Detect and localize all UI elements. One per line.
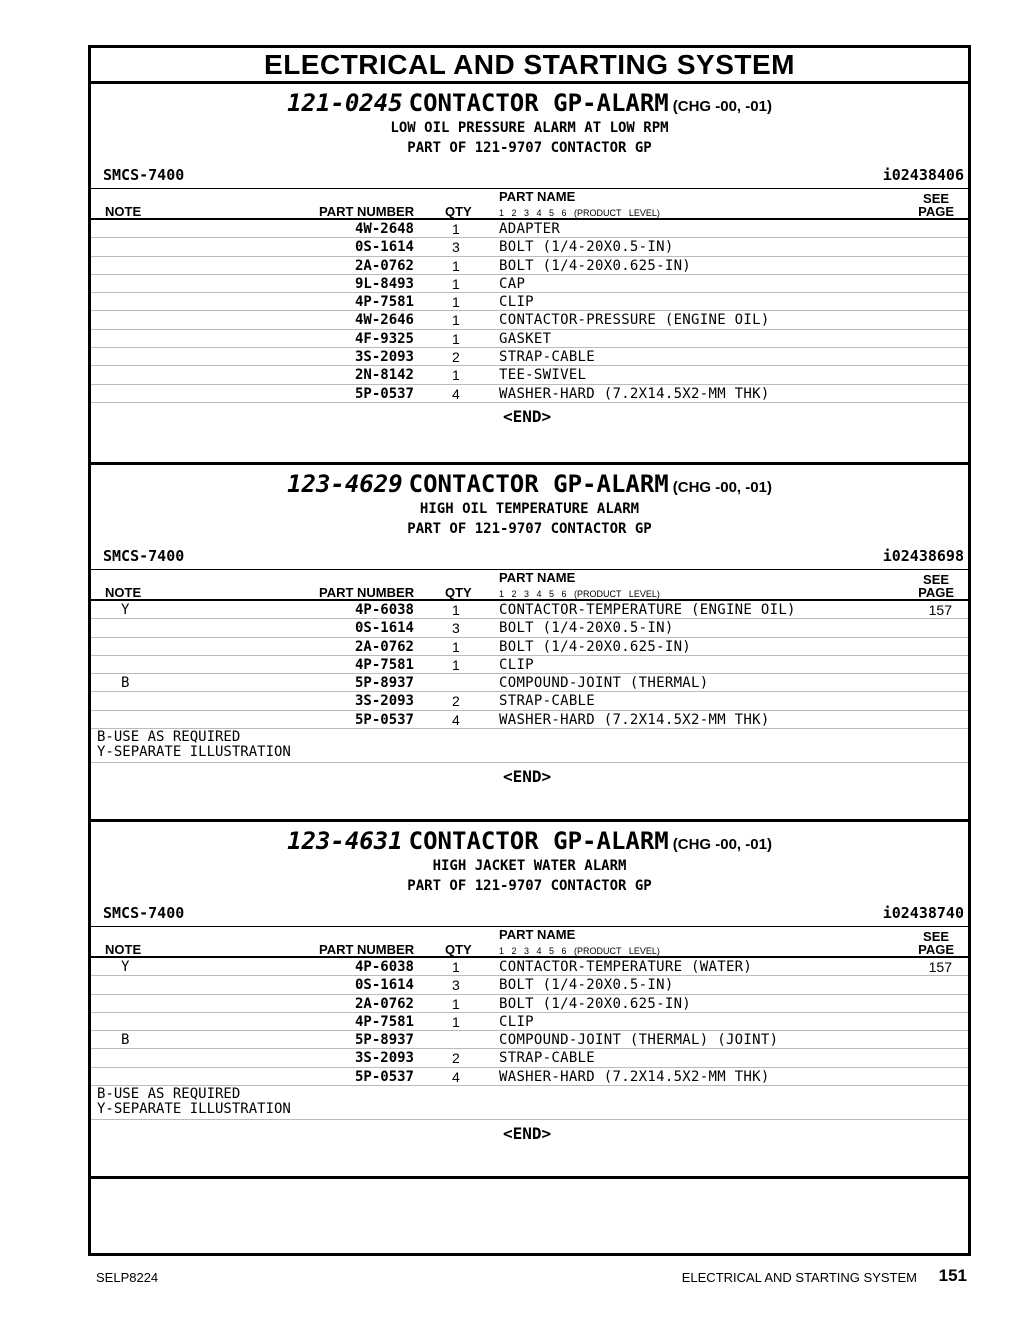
table-row [91, 1049, 968, 1067]
row-part-name: CAP [499, 275, 526, 292]
col-part-name: PART NAME [499, 927, 576, 942]
row-note: Y [121, 602, 130, 618]
row-part-number: 3S-2093 [354, 349, 414, 366]
row-part-name: BOLT (1/4-20X0.5-IN) [499, 620, 674, 637]
row-part-number: 5P-0537 [354, 1068, 414, 1085]
table-row [91, 238, 968, 256]
row-qty: 4 [452, 711, 460, 728]
row-part-number: 4P-7581 [354, 294, 414, 311]
group-header [91, 469, 968, 499]
parts-group-section [91, 826, 968, 1179]
row-part-number: 2N-8142 [354, 367, 414, 384]
footer-section: ELECTRICAL AND STARTING SYSTEM [681, 1270, 917, 1285]
row-qty: 2 [452, 349, 460, 366]
table-row [91, 674, 968, 692]
row-qty: 1 [452, 1013, 460, 1030]
row-qty: 1 [452, 330, 460, 347]
row-qty: 1 [452, 257, 460, 274]
parts-group-section [91, 88, 968, 465]
row-part-name: CONTACTOR-PRESSURE (ENGINE OIL) [499, 312, 770, 329]
group-part-of: PART OF 121-9707 CONTACTOR GP [407, 521, 652, 537]
row-part-name: STRAP-CABLE [499, 1050, 596, 1067]
group-number: 123-4631 [287, 827, 403, 855]
row-part-name: STRAP-CABLE [499, 693, 596, 710]
col-see-page [918, 192, 954, 218]
row-see-page: 157 [928, 959, 952, 975]
row-qty: 4 [452, 385, 460, 402]
row-part-name: COMPOUND-JOINT (THERMAL) (JOINT) [499, 1032, 779, 1049]
col-product-level: 1 2 3 4 5 6 (PRODUCT LEVEL) [499, 589, 660, 599]
row-part-number: 5P-0537 [354, 385, 414, 402]
illustration-ref: i02438406 [882, 166, 964, 184]
row-part-name: GASKET [499, 330, 552, 347]
column-headers [91, 926, 968, 958]
smcs-row [91, 166, 968, 188]
table-row [91, 1013, 968, 1031]
row-part-name: CONTACTOR-TEMPERATURE (WATER) [499, 959, 753, 975]
col-part-number: PART NUMBER [319, 942, 415, 957]
col-page: PAGE [918, 942, 954, 957]
col-see: SEE [923, 572, 950, 587]
row-qty: 1 [452, 294, 460, 311]
row-part-number: 4W-2648 [354, 221, 414, 237]
row-part-number: 9L-8493 [354, 275, 414, 292]
smcs-row [91, 904, 968, 926]
note-line: Y-SEPARATE ILLUSTRATION [97, 744, 291, 761]
col-product-level: 1 2 3 4 5 6 (PRODUCT LEVEL) [499, 946, 660, 956]
group-name: CONTACTOR GP-ALARM [408, 470, 669, 498]
table-row [91, 638, 968, 656]
row-part-number: 2A-0762 [354, 995, 414, 1012]
col-product-level: 1 2 3 4 5 6 (PRODUCT LEVEL) [499, 208, 660, 218]
group-header [91, 826, 968, 856]
note-line: Y-SEPARATE ILLUSTRATION [97, 1101, 291, 1118]
group-name: CONTACTOR GP-ALARM [408, 89, 669, 117]
table-row [91, 330, 968, 348]
notes-legend [91, 729, 968, 763]
row-part-name: CLIP [499, 294, 534, 311]
table-row [91, 601, 968, 619]
row-qty: 1 [452, 638, 460, 655]
row-part-name: WASHER-HARD (7.2X14.5X2-MM THK) [499, 711, 770, 728]
row-part-number: 0S-1614 [354, 620, 414, 637]
note-line: B-USE AS REQUIRED [97, 729, 241, 746]
illustration-ref: i02438740 [882, 904, 964, 922]
group-header [91, 88, 968, 118]
row-part-name: ADAPTER [499, 221, 561, 237]
group-subtitle: LOW OIL PRESSURE ALARM AT LOW RPM [390, 120, 669, 136]
row-qty: 1 [452, 221, 460, 237]
end-marker: <END> [503, 406, 552, 426]
row-qty: 1 [452, 602, 460, 618]
group-number: 123-4629 [287, 470, 403, 498]
row-part-name: COMPOUND-JOINT (THERMAL) [499, 675, 709, 692]
row-qty: 1 [452, 959, 460, 975]
group-part-of: PART OF 121-9707 CONTACTOR GP [407, 878, 652, 894]
row-part-name: WASHER-HARD (7.2X14.5X2-MM THK) [499, 1068, 770, 1085]
row-part-name: CLIP [499, 1013, 534, 1030]
notes-legend [91, 1086, 968, 1120]
smcs-code: SMCS-7400 [103, 904, 185, 922]
col-see: SEE [923, 191, 950, 206]
row-part-number: 4P-7581 [354, 656, 414, 673]
row-part-number: 0S-1614 [354, 239, 414, 256]
row-part-number: 4W-2646 [354, 312, 414, 329]
group-subtitle: HIGH OIL TEMPERATURE ALARM [419, 501, 640, 517]
col-see-page [918, 930, 954, 956]
col-note: NOTE [105, 942, 142, 957]
row-qty: 3 [452, 239, 460, 256]
row-part-name: BOLT (1/4-20X0.625-IN) [499, 995, 692, 1012]
page-title: ELECTRICAL AND STARTING SYSTEM [91, 48, 968, 84]
table-row [91, 958, 968, 976]
group-change-level: (CHG -00, -01) [672, 836, 772, 853]
col-see-page [918, 573, 954, 599]
col-part-number: PART NUMBER [319, 204, 415, 219]
row-part-name: WASHER-HARD (7.2X14.5X2-MM THK) [499, 385, 770, 402]
row-qty: 1 [452, 275, 460, 292]
row-qty: 3 [452, 977, 460, 994]
row-part-number: 4P-6038 [354, 959, 414, 975]
row-note: B [121, 675, 130, 692]
page-frame [88, 45, 971, 1256]
table-row [91, 293, 968, 311]
row-part-name: STRAP-CABLE [499, 349, 596, 366]
page-footer [96, 1266, 967, 1286]
row-qty: 1 [452, 312, 460, 329]
end-marker: <END> [503, 1124, 552, 1144]
col-note: NOTE [105, 204, 142, 219]
col-part-name: PART NAME [499, 189, 576, 204]
row-qty: 2 [452, 1050, 460, 1067]
row-part-number: 2A-0762 [354, 257, 414, 274]
row-qty: 1 [452, 367, 460, 384]
col-qty: QTY [445, 585, 472, 600]
column-headers [91, 569, 968, 601]
row-part-name: BOLT (1/4-20X0.5-IN) [499, 977, 674, 994]
row-part-number: 5P-8937 [354, 1032, 414, 1049]
row-note: B [121, 1032, 130, 1049]
table-row [91, 656, 968, 674]
smcs-code: SMCS-7400 [103, 166, 185, 184]
row-part-number: 5P-8937 [354, 675, 414, 692]
col-page: PAGE [918, 204, 954, 219]
row-qty: 4 [452, 1068, 460, 1085]
row-part-name: BOLT (1/4-20X0.5-IN) [499, 239, 674, 256]
group-change-level: (CHG -00, -01) [672, 479, 772, 496]
row-note: Y [121, 959, 130, 975]
row-qty: 3 [452, 620, 460, 637]
group-number: 121-0245 [287, 89, 403, 117]
column-headers [91, 188, 968, 220]
table-row [91, 257, 968, 275]
col-see: SEE [923, 929, 950, 944]
row-part-number: 4P-6038 [354, 602, 414, 618]
row-see-page: 157 [928, 602, 952, 618]
table-row [91, 348, 968, 366]
row-qty: 2 [452, 693, 460, 710]
table-row [91, 619, 968, 637]
row-part-number: 2A-0762 [354, 638, 414, 655]
row-part-name: CLIP [499, 656, 534, 673]
row-part-number: 3S-2093 [354, 693, 414, 710]
row-part-name: BOLT (1/4-20X0.625-IN) [499, 638, 692, 655]
row-part-number: 4F-9325 [354, 330, 414, 347]
end-marker: <END> [503, 767, 552, 787]
row-part-number: 4P-7581 [354, 1013, 414, 1030]
row-part-name: CONTACTOR-TEMPERATURE (ENGINE OIL) [499, 602, 796, 618]
note-line: B-USE AS REQUIRED [97, 1086, 241, 1103]
row-part-number: 0S-1614 [354, 977, 414, 994]
table-row [91, 366, 968, 384]
footer-doc-id: SELP8224 [96, 1270, 159, 1285]
group-subtitle: HIGH JACKET WATER ALARM [432, 858, 627, 874]
col-qty: QTY [445, 942, 472, 957]
group-part-of: PART OF 121-9707 CONTACTOR GP [407, 140, 652, 156]
table-row [91, 220, 968, 238]
table-row [91, 275, 968, 293]
parts-group-section [91, 469, 968, 822]
col-part-name: PART NAME [499, 570, 576, 585]
col-part-number: PART NUMBER [319, 585, 415, 600]
row-qty: 1 [452, 995, 460, 1012]
row-part-number: 3S-2093 [354, 1050, 414, 1067]
group-change-level: (CHG -00, -01) [672, 98, 772, 115]
table-row [91, 1031, 968, 1049]
group-name: CONTACTOR GP-ALARM [408, 827, 669, 855]
footer-page-number: 151 [938, 1266, 967, 1285]
table-row [91, 976, 968, 994]
table-row [91, 311, 968, 329]
table-row [91, 711, 968, 729]
row-part-name: TEE-SWIVEL [499, 367, 587, 384]
table-row [91, 995, 968, 1013]
smcs-row [91, 547, 968, 569]
col-page: PAGE [918, 585, 954, 600]
smcs-code: SMCS-7400 [103, 547, 185, 565]
col-qty: QTY [445, 204, 472, 219]
row-part-name: BOLT (1/4-20X0.625-IN) [499, 257, 692, 274]
row-qty: 1 [452, 656, 460, 673]
row-part-number: 5P-0537 [354, 711, 414, 728]
table-row [91, 1068, 968, 1086]
col-note: NOTE [105, 585, 142, 600]
table-row [91, 692, 968, 710]
table-row [91, 385, 968, 403]
illustration-ref: i02438698 [882, 547, 964, 565]
